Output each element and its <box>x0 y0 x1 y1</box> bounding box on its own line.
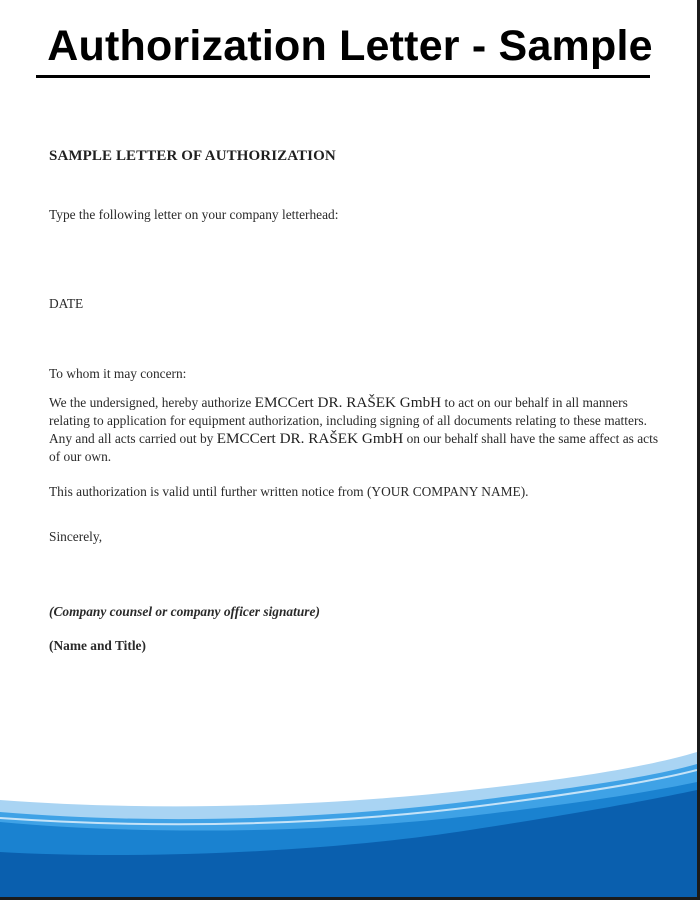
company-name-1: EMCCert DR. RAŠEK GmbH <box>254 394 442 411</box>
company-name-2: EMCCert DR. RAŠEK GmbH <box>216 430 404 447</box>
signature-line: (Company counsel or company officer signature) <box>49 604 320 619</box>
salutation: To whom it may concern: <box>49 365 187 381</box>
letter-instruction: Type the following letter on your company letterhead: <box>49 206 339 222</box>
date-placeholder: DATE <box>49 296 84 311</box>
body-text-2: to act on our behalf in all manners relating to application for equipment authorization, including signing of all documents relating to these matters. Any and all acts carried out by <box>49 395 647 446</box>
body-text-3: on our behalf shall have the same affect as acts of our own. <box>49 431 659 464</box>
body-text-1: We the undersigned, hereby authorize <box>49 395 252 410</box>
letter-heading: SAMPLE LETTER OF AUTHORIZATION <box>49 148 336 164</box>
closing: Sincerely, <box>49 528 103 544</box>
name-and-title: (Name and Title) <box>49 637 146 653</box>
validity-statement: This authorization is valid until further written notice from (YOUR COMPANY NAME). <box>49 484 529 499</box>
page-title: Authorization Letter - Sample <box>47 22 653 70</box>
